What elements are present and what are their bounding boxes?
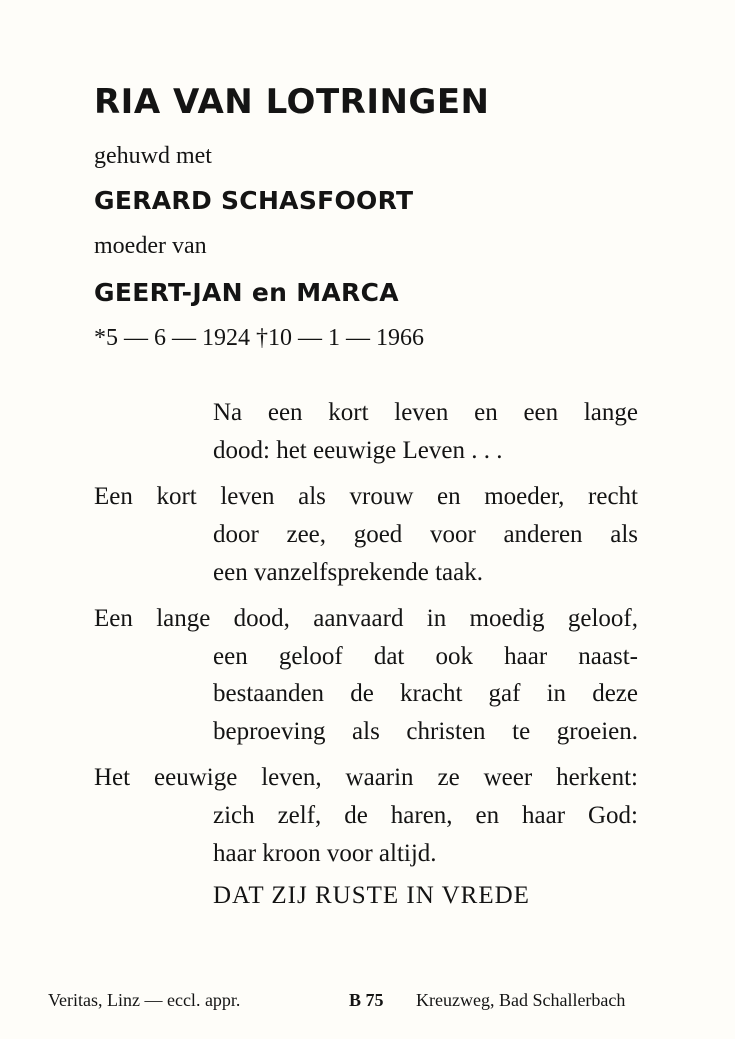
married-label: gehuwd met: [94, 143, 212, 169]
closing-prayer: DAT ZIJ RUSTE IN VREDE: [213, 882, 530, 909]
life-dates: *5 — 6 — 1924 †10 — 1 — 1966: [94, 325, 424, 351]
verse-line: Een lange dood, aanvaard in moedig geloof,: [94, 605, 638, 632]
verse-line: Na een kort leven en een lange: [213, 399, 638, 426]
spouse-name: GERARD SCHASFOORT: [94, 186, 414, 215]
children-names: GEERT-JAN en MARCA: [94, 278, 399, 307]
verse-line: een vanzelfsprekende taak.: [213, 559, 483, 586]
verse-line: door zee, goed voor anderen als: [213, 521, 638, 548]
verse-line: dood: het eeuwige Leven . . .: [213, 437, 503, 464]
verse-line: beproeving als christen te groeien.: [213, 718, 638, 745]
publisher-imprint: Veritas, Linz — eccl. appr.: [48, 990, 241, 1010]
verse-line: Het eeuwige leven, waarin ze weer herkent:: [94, 764, 638, 791]
card-series: Kreuzweg, Bad Schallerbach: [416, 990, 626, 1010]
mother-label: moeder van: [94, 233, 207, 259]
deceased-name: RIA VAN LOTRINGEN: [94, 82, 490, 122]
verse-line: Een kort leven als vrouw en moeder, recht: [94, 483, 638, 510]
verse-line: bestaanden de kracht gaf in deze: [213, 680, 638, 707]
verse-line: zich zelf, de haren, en haar God:: [213, 802, 638, 829]
card-code: B 75: [349, 990, 384, 1010]
verse-line: een geloof dat ook haar naast-: [213, 643, 638, 670]
verse-line: haar kroon voor altijd.: [213, 840, 437, 867]
